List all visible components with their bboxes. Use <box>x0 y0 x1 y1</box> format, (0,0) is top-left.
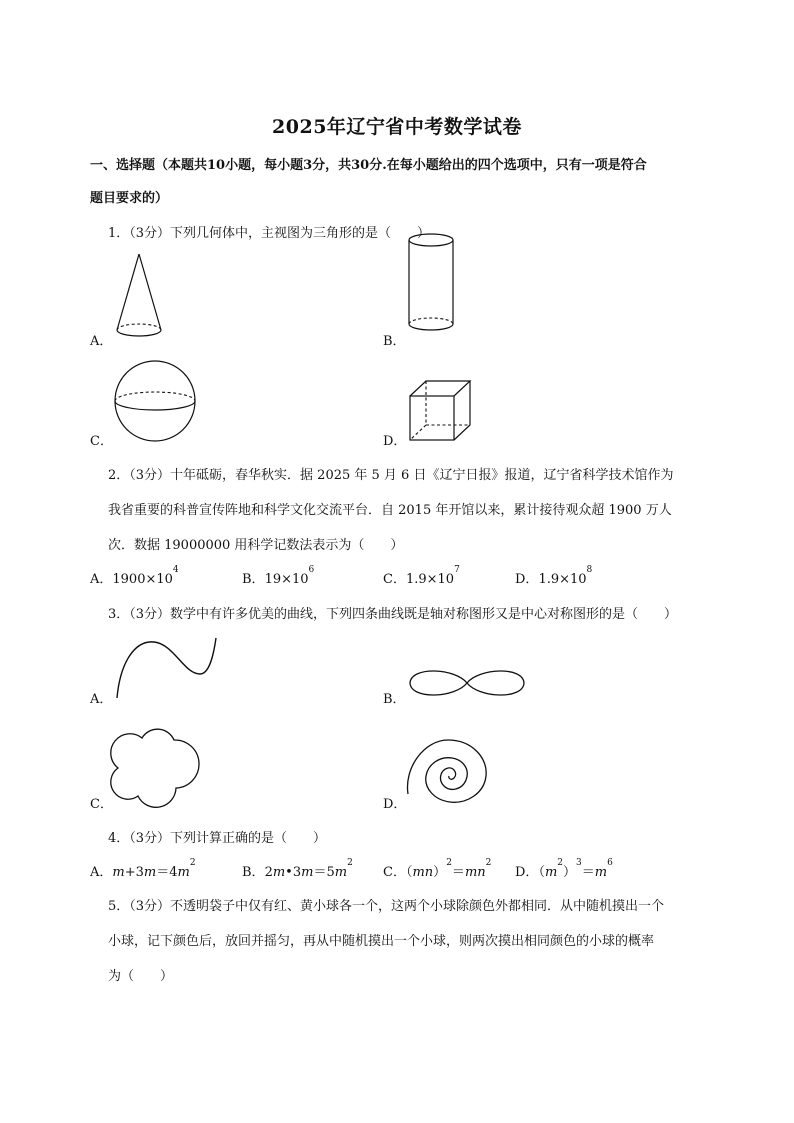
q2-option-d[interactable]: D．$1.9\times 10^8$ <box>515 565 593 587</box>
q3-option-c-label[interactable]: C． <box>90 797 113 812</box>
q1-option-c-label[interactable]: C． <box>90 434 113 449</box>
q1-option-a-label[interactable]: A． <box>90 334 113 349</box>
lemniscate-icon <box>405 664 529 702</box>
q4-option-b[interactable]: B．$2m•3m=5m^2$ <box>242 858 353 880</box>
q5-stem-line1: 5．（3分）不透明袋子中仅有红、黄小球各一个，这两个小球除颜色外都相同．从中随机摸出一个 <box>108 899 665 914</box>
trefoil-icon <box>110 726 196 808</box>
cylinder-icon <box>406 232 456 342</box>
q4-option-d[interactable]: D．$(m^2)^3=m^6$ <box>515 858 613 880</box>
q3-option-a-label[interactable]: A． <box>90 692 113 707</box>
q4-option-c[interactable]: C．$(mn)^2=mn^2$ <box>383 858 492 880</box>
q2-option-a[interactable]: A．$1900\times 10^4$ <box>90 565 179 587</box>
q2-option-c[interactable]: C．$1.9\times 10^7$ <box>383 565 460 587</box>
q5-stem-line2: 小球，记下颜色后，放回并摇匀，再从中随机摸出一个小球，则两次摸出相同颜色的小球的概率 <box>108 934 655 949</box>
q2-stem-line2: 我省重要的科普宣传阵地和科学文化交流平台．自 2015 年开馆以来，累计接待观众超 1900 万人 <box>108 503 672 518</box>
q3-option-b-label[interactable]: B． <box>383 692 406 707</box>
q1-stem: 1．（3分）下列几何体中，主视图为三角形的是（ ） <box>108 226 431 241</box>
q3-stem: 3．（3分）数学中有许多优美的曲线，下列四条曲线既是轴对称图形又是中心对称图形的是（ ） <box>108 607 678 622</box>
q2-stem-line3: 次．数据 19000000 用科学记数法表示为（ ） <box>108 538 404 553</box>
q4-stem: 4．（3分）下列计算正确的是（ ） <box>108 831 327 846</box>
q3-option-d-label[interactable]: D． <box>383 797 407 812</box>
spiral-icon <box>404 734 490 808</box>
q1-option-d-label[interactable]: D． <box>383 434 407 449</box>
q2-stem-line1: 2．（3分）十年砥砺，春华秋实．据 2025 年 5 月 6 日《辽宁日报》报道，辽宁省科学技术馆作为 <box>108 468 674 483</box>
q4-option-a[interactable]: A．$m+3m=4m^2$ <box>90 858 196 880</box>
page-title: 2025年辽宁省中考数学试卷 <box>272 116 522 138</box>
q1-option-b-label[interactable]: B． <box>383 334 406 349</box>
cone-icon <box>112 250 166 342</box>
cube-icon <box>406 378 474 444</box>
wave-curve-icon <box>112 634 222 700</box>
q2-option-b[interactable]: B．$19\times 10^6$ <box>242 565 315 587</box>
q5-stem-line3: 为（ ） <box>108 969 174 984</box>
section-heading-line1: 一、选择题（本题共10小题，每小题3分，共30分.在每小题给出的四个选项中，只有一项是符合 <box>90 158 647 173</box>
sphere-icon <box>112 358 198 446</box>
section-heading-line2: 题目要求的） <box>90 191 169 206</box>
